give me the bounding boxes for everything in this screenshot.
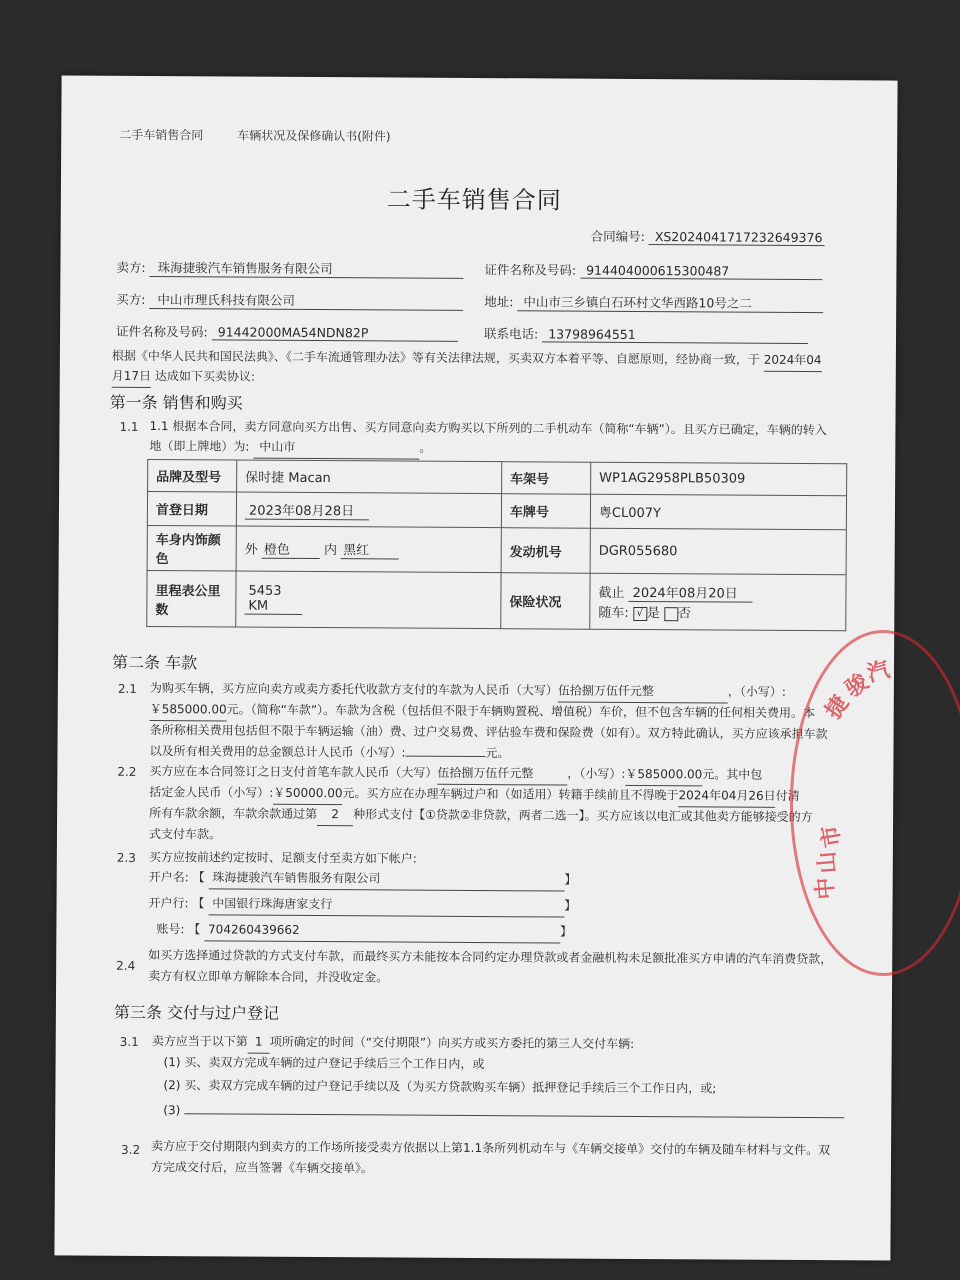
buyer-id-row — [116, 322, 458, 342]
mileage-label: 里程表公里数 — [147, 570, 236, 627]
stamp-char: 山 — [814, 850, 842, 875]
first-pay-upper: 伍拾捌万伍仟元整 — [437, 763, 567, 786]
clause-3-2-line1: 卖方应于交付期限内到卖方的工作场所接受卖方依据以上第1.1条所列机动车与《车辆交接单》交付的车辆及随车材料与文件。双 — [151, 1139, 831, 1158]
c22-text-2a: 括定金人民币（小写）: — [149, 785, 274, 800]
stamp-char: 捷 — [821, 691, 855, 724]
clause-2-2-line3 — [149, 803, 813, 829]
account-row — [148, 919, 572, 944]
preamble-date-part2: 月17日 — [112, 366, 151, 388]
insurance-until-label: 截止 — [598, 585, 625, 601]
stamp-char: 中 — [812, 876, 840, 901]
color-label: 车身内饰颜色 — [147, 525, 236, 571]
delivery-option: 1 — [248, 1032, 270, 1054]
c21-text-2: 元。（简称“车款”）。车款为含税（包括但不限于车辆购置税、增值税）车价，但不包含车辆的任何相关费用。本 — [226, 702, 816, 721]
bracket-left: 【 — [192, 896, 205, 911]
table-row — [147, 491, 846, 529]
vin-label: 车架号 — [502, 462, 591, 495]
option-3: (3) — [163, 1103, 181, 1118]
clause-3-1-num: 3.1 — [119, 1034, 139, 1049]
bank-label: 开户行: — [148, 896, 189, 911]
account-name: 珠海捷骏汽车销售服务有限公司 — [208, 867, 564, 891]
c21-text-4b: 元。 — [485, 746, 510, 761]
option-2: (2) 买、卖双方完成车辆的过户登记手续以及（为买方贷款购买车辆）抵押登记手续后三个工作日内，或; — [163, 1078, 717, 1096]
option-3-blank — [184, 1113, 844, 1118]
reg-date-label: 首登日期 — [147, 491, 236, 526]
c21-text-4: 以及所有相关费用的总金额总计人民币（小写）: — [149, 744, 406, 760]
engine-label: 发动机号 — [501, 528, 590, 574]
color-cell — [236, 526, 501, 573]
account-name-row — [149, 867, 577, 892]
brand-label: 品牌及型号 — [148, 459, 237, 492]
deposit-value: ￥50000.00 — [273, 783, 342, 805]
brand-value: 保时捷 Macan — [237, 460, 502, 494]
insurance-until-value: 2024年08月20日 — [629, 582, 753, 603]
section-3-title: 第三条 交付与过户登记 — [113, 1002, 280, 1023]
clause-3-2-num: 3.2 — [121, 1142, 141, 1157]
table-row — [147, 570, 846, 630]
stamp-char: 骏 — [840, 669, 874, 703]
c21-text-c: ，（小写）: — [727, 684, 786, 699]
ext-color-value: 橙色 — [262, 539, 320, 559]
section-2-title: 第二条 车款 — [111, 652, 198, 673]
buyer-addr: 中山市三乡镇白石环村文华西路10号之二 — [517, 292, 823, 313]
insurance-until-row — [598, 582, 837, 603]
reg-date-cell — [236, 492, 501, 528]
preamble-text2: 达成如下买卖协议: — [154, 369, 255, 384]
mileage-cell — [236, 571, 501, 629]
preamble-text: 根据《中华人民共和国民法典》、《二手车流通管理办法》等有关法律法规，买卖双方本着平等、自愿原则，经协商一致，于 — [111, 348, 760, 367]
buyer-phone-row — [484, 324, 808, 344]
mileage-value: 5453 KM — [244, 584, 302, 615]
c22-text-3a: 所有车款余额，车款余款通过第 — [149, 806, 318, 822]
first-pay-lower: ￥585000.00 — [625, 764, 702, 786]
c22-text-3c: 种形式支付【①贷款②非贷款，两者二选一】。买方应该以电汇或其他卖方能够接受的方 — [353, 807, 813, 825]
reg-date-value: 2023年08月28日 — [245, 499, 369, 520]
no-checkbox[interactable] — [664, 607, 678, 621]
seller-row — [116, 258, 463, 279]
int-color-label: 内 — [323, 543, 338, 559]
total-blank — [406, 756, 486, 757]
account-name-label: 开户名: — [148, 870, 189, 885]
seller-id-label: 证件名称及号码: — [484, 262, 577, 278]
c22-text-c: ，（小写）: — [567, 766, 626, 781]
buyer-addr-label: 地址: — [484, 294, 514, 310]
bracket-left: 【 — [188, 922, 201, 937]
contract-no-value: XS2024041717232649376 — [649, 229, 825, 246]
engine-value: DGR055680 — [590, 528, 846, 575]
buyer-addr-row — [484, 292, 823, 313]
section-1-title: 第一条 销售和购买 — [109, 392, 243, 413]
seller-id-row — [484, 260, 822, 280]
clause-2-4-line2: 卖方有权立即单方解除本合同，并没收定金。 — [148, 969, 389, 985]
buyer-phone: 13798964551 — [542, 326, 808, 344]
clause-2-1-line3: 条所称相关费用包括但不限于车辆运输（油）费、过户交易费、评估验车费和保险费（如有）。双方特此确认，买方应该承担车款 — [149, 723, 828, 742]
clause-1-1-text: 地（即上牌地）为: — [149, 439, 250, 454]
yes-label: 是 — [646, 606, 660, 622]
bracket-right: 】 — [564, 872, 577, 887]
bracket-right: 】 — [564, 898, 577, 913]
clause-2-4-line1: 如买方选择通过贷款的方式支付车款，而最终买方未能按本合同约定办理贷款或者金融机构未足额批准买方申请的汽车消费贷款， — [148, 948, 833, 967]
price-lower: ￥585000.00 — [150, 699, 227, 721]
yes-checkbox[interactable]: √ — [633, 606, 647, 620]
bracket-right: 】 — [560, 924, 573, 939]
clause-2-1-num: 2.1 — [117, 681, 138, 696]
c22-text-2c: 元。买方应在办理车辆过户和（如适用）转籍手续前且不得晚于 — [342, 786, 679, 803]
vehicle-table — [146, 459, 847, 631]
plate-label: 车牌号 — [501, 494, 590, 529]
buyer-id: 91442000MA54NDN82P — [212, 324, 458, 342]
stamp-char: 汽 — [864, 657, 893, 688]
c22-text-2e: 付清 — [775, 788, 800, 803]
clause-3-2-line2: 方完成交付后，应当签署《车辆交接单》。 — [150, 1160, 373, 1176]
option-3-row — [163, 1100, 844, 1125]
insurance-cell — [590, 573, 846, 631]
table-row — [147, 525, 846, 574]
c21-text-a: 为购买车辆，买方应向卖方或卖方委托代收款方支付的车款为人民币（大写） — [149, 681, 558, 698]
clause-2-2-num: 2.2 — [117, 764, 137, 779]
seller-name: 珠海捷骏汽车销售服务有限公司 — [150, 258, 464, 279]
clause-1-1-line1: 1.1 根据本合同，卖方同意向买方出售、买方同意向卖方购买以下所列的二手机动车（简称“车辆”）。且买方已确定，车辆的转入 — [149, 419, 827, 438]
contract-no-label: 合同编号: — [590, 228, 645, 245]
clause-2-2-line4: 式支付车款。 — [148, 827, 222, 842]
table-row — [148, 459, 847, 495]
header-left: 二手车销售合同 — [119, 127, 204, 143]
insurance-with-row — [598, 602, 837, 622]
buyer-id-label: 证件名称及号码: — [116, 323, 208, 340]
contract-no — [591, 227, 825, 246]
no-label: 否 — [677, 606, 692, 622]
bracket-left: 【 — [192, 870, 205, 885]
clause-1-1-line2: 地（即上牌地）为: 中山市 。 — [149, 436, 431, 460]
clause-1-1-num: 1.1 — [119, 419, 139, 434]
account-label: 账号: — [156, 922, 185, 937]
clause-2-3-num: 2.3 — [116, 850, 136, 865]
seller-id: 914404000615300487 — [580, 263, 822, 280]
clause-2-4-num: 2.4 — [116, 958, 136, 973]
seller-label: 卖方: — [116, 259, 146, 275]
plate-value: 粤CL007Y — [590, 494, 846, 530]
preamble-line2 — [112, 366, 255, 389]
int-color-value: 黑红 — [341, 539, 399, 559]
c31-text-c: 项所确定的时间（“交付期限”）向买方或买方委托的第三人交付车辆: — [269, 1034, 635, 1051]
deadline-value: 2024年04月26日 — [678, 785, 775, 808]
bank-row — [148, 893, 576, 918]
buyer-name: 中山市理氏科技有限公司 — [149, 290, 463, 311]
insurance-with-label: 随车: — [598, 605, 629, 621]
c22-text-a: 买方应在本合同签订之日支付首笔车款人民币（大写） — [149, 764, 438, 780]
ext-color-label: 外 — [244, 542, 258, 558]
vin-value: WP1AG2958PLB50309 — [591, 462, 847, 496]
page-title: 二手车销售合同 — [386, 185, 562, 215]
bank-name: 中国银行珠海唐家支行 — [208, 893, 564, 917]
header-right: 车辆状况及保修确认书(附件) — [237, 128, 391, 144]
preamble-date-part1: 2024年04 — [764, 350, 822, 372]
c31-text-a: 卖方应当于以下第 — [151, 1034, 248, 1049]
payment-form: 2 — [317, 804, 353, 826]
stamp-char: 市 — [817, 823, 847, 850]
buyer-label: 买方: — [116, 291, 146, 307]
option-1: (1) 买、卖双方完成车辆的过户登记手续后三个工作日内，或 — [163, 1055, 485, 1072]
registration-city: 中山市 — [253, 437, 419, 460]
insurance-label: 保险状况 — [501, 573, 590, 630]
c22-text-e: 元。其中包 — [702, 767, 763, 782]
account-number: 704260439662 — [204, 919, 560, 943]
contract-page — [54, 75, 897, 1260]
price-upper: 伍拾捌万伍仟元整 — [558, 681, 728, 704]
buyer-phone-label: 联系电话: — [483, 326, 539, 342]
buyer-row — [116, 290, 463, 311]
clause-2-3-line1: 买方应按前述约定按时、足额支付至卖方如下帐户: — [148, 850, 417, 866]
